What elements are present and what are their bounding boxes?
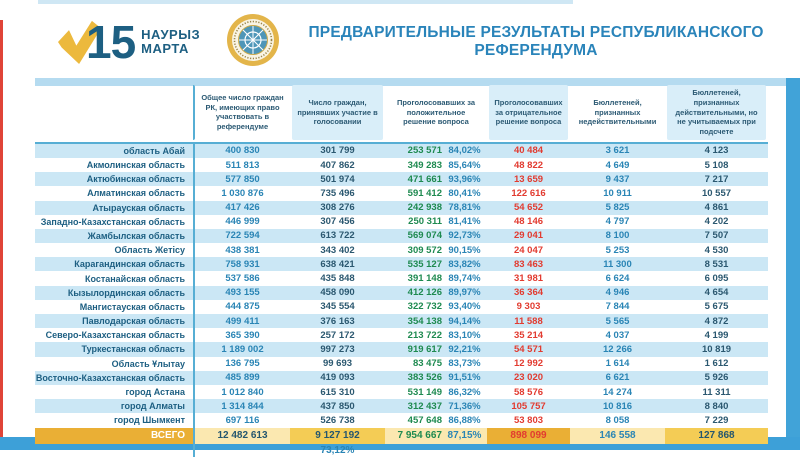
column-header-participated: Число граждан, принявших участие в голосовании <box>292 85 383 140</box>
total-participated: 9 127 192 <box>290 428 385 444</box>
total-yes <box>385 428 487 444</box>
total-no: 898 099 <box>487 428 570 444</box>
eligible-count: 136 795 <box>225 358 260 370</box>
invalid-ballots: 8 058 <box>605 414 630 426</box>
yes-count: 312 437 <box>407 400 442 412</box>
yes-percent: 71,36% <box>448 400 481 412</box>
yes-votes <box>385 330 487 341</box>
invalid-ballots: 10 911 <box>603 187 632 199</box>
invalid-ballots: 12 266 <box>602 343 633 355</box>
no-votes: 24 047 <box>513 244 544 256</box>
no-votes: 9 303 <box>516 301 541 313</box>
no-votes: 122 616 <box>511 187 546 199</box>
region-name: Костанайская область <box>35 271 195 285</box>
yes-percent: 78,81% <box>448 202 481 214</box>
logo-month-kk: НАУРЫЗ <box>141 26 201 42</box>
region-name: Павлодарская область <box>35 314 195 328</box>
eligible-count: 697 116 <box>225 414 260 426</box>
yes-count: 309 572 <box>407 244 442 256</box>
total-yes-percent: 87,15% <box>447 430 482 441</box>
yes-votes <box>385 401 487 412</box>
yes-count: 322 732 <box>407 301 442 313</box>
invalid-ballots: 6 621 <box>605 372 630 384</box>
invalid-ballots: 9 437 <box>605 173 630 185</box>
yes-count: 349 283 <box>407 159 442 171</box>
no-votes: 36 364 <box>513 287 544 299</box>
no-votes: 53 803 <box>513 414 544 426</box>
participated-count: 99 693 <box>322 358 353 370</box>
yes-percent: 80,41% <box>448 187 481 199</box>
valid-not-counted-ballots: 11 311 <box>702 386 731 398</box>
column-header-yes: Проголосовавших за положительное решение вопроса <box>396 97 476 127</box>
no-votes: 54 652 <box>513 202 544 214</box>
yes-votes <box>385 273 487 284</box>
region-name: Мангистауская область <box>35 300 195 314</box>
table-row <box>35 413 768 427</box>
region-name: Актюбинская область <box>35 172 195 186</box>
yes-count: 457 648 <box>407 414 442 426</box>
yes-count: 250 311 <box>408 216 442 228</box>
no-votes: 54 571 <box>513 343 544 355</box>
total-label: ВСЕГО <box>35 428 195 444</box>
left-red-edge <box>0 20 3 437</box>
region-name: область Абай <box>35 144 195 158</box>
no-votes: 31 981 <box>513 273 544 285</box>
logo-month-ru: МАРТА <box>141 41 189 56</box>
yes-votes <box>385 160 487 171</box>
yes-votes <box>385 259 487 270</box>
invalid-ballots: 4 037 <box>605 329 630 341</box>
logo-day: 15 <box>86 16 136 68</box>
yes-votes <box>385 230 487 241</box>
invalid-ballots: 4 649 <box>605 159 630 171</box>
column-header-region <box>35 85 195 140</box>
column-header-no: Проголосовавших за отрицательное решение вопроса <box>489 85 568 140</box>
table-row <box>35 314 768 328</box>
yes-percent: 92,73% <box>448 230 481 242</box>
table-row <box>35 385 768 399</box>
right-blue-strip <box>786 78 800 437</box>
no-votes: 40 484 <box>513 145 544 157</box>
table-row <box>35 158 768 172</box>
eligible-count: 417 426 <box>225 202 260 214</box>
yes-votes <box>385 174 487 185</box>
table-row <box>35 172 768 186</box>
yes-votes <box>385 316 487 327</box>
valid-not-counted-ballots: 7 229 <box>704 414 729 426</box>
valid-not-counted-ballots: 8 840 <box>704 400 729 412</box>
yes-count: 591 412 <box>407 187 442 199</box>
region-name: город Шымкент <box>35 413 195 427</box>
yes-percent: 83,73% <box>448 358 481 370</box>
table-row <box>35 257 768 271</box>
column-header-invalid: Бюллетеней, признанных недействительными <box>578 97 657 127</box>
participated-count: 615 310 <box>320 386 355 398</box>
eligible-count: 1 314 844 <box>221 400 264 412</box>
valid-not-counted-ballots: 8 531 <box>704 258 729 270</box>
participated-count: 345 554 <box>320 301 355 313</box>
yes-votes <box>385 301 487 312</box>
valid-not-counted-ballots: 5 675 <box>704 301 729 313</box>
yes-count: 412 126 <box>407 287 442 299</box>
turnout-percent: 73,12% <box>320 444 355 456</box>
region-name: Алматинская область <box>35 186 195 200</box>
column-header-eligible: Общее число граждан РК, имеющих право участвовать в референдуме <box>201 92 284 132</box>
table-row <box>35 229 768 243</box>
no-votes: 23 020 <box>513 372 544 384</box>
table-row <box>35 186 768 200</box>
eligible-count: 758 931 <box>225 258 260 270</box>
yes-percent: 93,96% <box>448 173 481 185</box>
valid-not-counted-ballots: 4 123 <box>704 145 729 157</box>
region-name: город Алматы <box>35 399 195 413</box>
no-votes: 58 576 <box>513 386 544 398</box>
table-row <box>35 201 768 215</box>
yes-votes <box>385 387 487 398</box>
yes-percent: 89,74% <box>448 273 481 285</box>
participated-count: 526 738 <box>320 414 355 426</box>
total-row <box>35 428 768 444</box>
yes-count: 213 722 <box>407 329 442 341</box>
top-accent-line <box>38 0 573 4</box>
yes-votes <box>385 202 487 213</box>
valid-not-counted-ballots: 5 108 <box>704 159 729 171</box>
invalid-ballots: 4 797 <box>605 216 630 228</box>
eligible-count: 493 155 <box>225 287 260 299</box>
eligible-count: 722 594 <box>225 230 260 242</box>
region-name: Восточно-Казахстанская область <box>35 371 195 385</box>
invalid-ballots: 1 614 <box>605 358 630 370</box>
table-row <box>35 271 768 285</box>
invalid-ballots: 5 565 <box>605 315 630 327</box>
page-header <box>58 8 776 76</box>
valid-not-counted-ballots: 10 819 <box>701 343 732 355</box>
table-row <box>35 357 768 371</box>
yes-percent: 84,02% <box>448 145 481 157</box>
eligible-count: 1 012 840 <box>221 386 264 398</box>
yes-count: 535 127 <box>407 258 442 270</box>
participated-count: 308 276 <box>320 202 355 214</box>
participated-count: 307 456 <box>320 216 355 228</box>
yes-votes <box>385 415 487 426</box>
yes-votes <box>385 145 487 156</box>
region-name: Карагандинская область <box>35 257 195 271</box>
invalid-ballots: 11 300 <box>603 258 632 270</box>
valid-not-counted-ballots: 4 654 <box>704 287 729 299</box>
participated-count: 458 090 <box>320 287 355 299</box>
table-row <box>35 399 768 413</box>
table-row <box>35 286 768 300</box>
table-header-row <box>35 85 768 144</box>
election-commission-emblem-icon <box>226 13 280 72</box>
yes-votes <box>385 344 487 355</box>
invalid-ballots: 6 624 <box>605 273 630 285</box>
eligible-count: 1 030 876 <box>221 187 264 199</box>
total-invalid: 146 558 <box>570 428 665 444</box>
participated-count: 997 273 <box>320 343 355 355</box>
yes-percent: 90,15% <box>448 244 481 256</box>
yes-percent: 81,41% <box>448 216 481 228</box>
invalid-ballots: 3 621 <box>605 145 630 157</box>
valid-not-counted-ballots: 10 557 <box>701 187 732 199</box>
yes-votes <box>385 188 487 199</box>
valid-not-counted-ballots: 5 926 <box>704 372 729 384</box>
participated-count: 376 163 <box>320 315 355 327</box>
valid-not-counted-ballots: 4 202 <box>704 216 729 228</box>
yes-votes <box>385 372 487 383</box>
eligible-count: 446 999 <box>225 216 260 228</box>
yes-count: 253 571 <box>407 145 442 157</box>
table-row <box>35 243 768 257</box>
no-votes: 48 146 <box>513 216 544 228</box>
table-row <box>35 371 768 385</box>
eligible-count: 365 390 <box>225 329 260 341</box>
table-row <box>35 144 768 158</box>
participated-count: 343 402 <box>320 244 355 256</box>
participated-count: 613 722 <box>320 230 355 242</box>
valid-not-counted-ballots: 4 872 <box>704 315 729 327</box>
page-title: ПРЕДВАРИТЕЛЬНЫЕ РЕЗУЛЬТАТЫ РЕСПУБЛИКАНСКОГО РЕФЕРЕНДУМА <box>308 24 764 59</box>
yes-percent: 89,97% <box>448 287 481 299</box>
yes-votes <box>385 287 487 298</box>
region-name: Жамбылская область <box>35 229 195 243</box>
eligible-count: 511 813 <box>225 159 260 171</box>
table-row <box>35 328 768 342</box>
yes-percent: 94,14% <box>448 315 481 327</box>
turnout-spacer <box>35 444 195 457</box>
region-name: Область Жетісу <box>35 243 195 257</box>
yes-percent: 83,82% <box>448 258 481 270</box>
yes-percent: 85,64% <box>448 159 481 171</box>
region-name: Кызылординская область <box>35 286 195 300</box>
valid-not-counted-ballots: 1 612 <box>704 358 729 370</box>
invalid-ballots: 4 946 <box>605 287 630 299</box>
table-row <box>35 342 768 356</box>
table-row <box>35 215 768 229</box>
invalid-ballots: 5 825 <box>605 202 630 214</box>
valid-not-counted-ballots: 4 861 <box>704 202 729 214</box>
region-name: Акмолинская область <box>35 158 195 172</box>
invalid-ballots: 10 816 <box>602 400 633 412</box>
yes-votes <box>385 358 487 369</box>
invalid-ballots: 8 100 <box>605 230 630 242</box>
column-header-valid-not-counted: Бюллетеней, признанных действительными, но не учитываемых при подсчете <box>667 85 766 140</box>
yes-percent: 86,32% <box>448 386 481 398</box>
yes-count: 531 149 <box>407 386 442 398</box>
table-body <box>35 144 768 428</box>
eligible-count: 400 830 <box>225 145 260 157</box>
turnout-row <box>35 444 768 457</box>
yes-count: 242 938 <box>407 202 442 214</box>
yes-count: 919 617 <box>407 343 442 355</box>
yes-votes <box>385 245 487 256</box>
yes-percent: 86,88% <box>448 414 481 426</box>
no-votes: 12 992 <box>513 358 544 370</box>
no-votes: 11 588 <box>514 315 543 327</box>
eligible-count: 1 189 002 <box>221 343 264 355</box>
eligible-count: 537 586 <box>225 273 260 285</box>
eligible-count: 485 899 <box>225 372 260 384</box>
participated-count: 257 172 <box>320 329 355 341</box>
invalid-ballots: 14 274 <box>602 386 633 398</box>
valid-not-counted-ballots: 7 507 <box>704 230 729 242</box>
yes-count: 471 661 <box>407 173 442 185</box>
logo-month <box>141 28 200 57</box>
yes-count: 383 526 <box>407 372 442 384</box>
yes-percent: 83,10% <box>448 329 481 341</box>
participated-count: 638 421 <box>320 258 355 270</box>
invalid-ballots: 5 253 <box>605 244 630 256</box>
no-votes: 13 659 <box>513 173 544 185</box>
yes-count: 391 148 <box>407 273 442 285</box>
valid-not-counted-ballots: 7 217 <box>704 173 729 185</box>
valid-not-counted-ballots: 4 530 <box>704 244 729 256</box>
yes-percent: 92,21% <box>448 343 481 355</box>
results-table <box>35 85 768 457</box>
region-name: Северо-Казахстанская область <box>35 328 195 342</box>
valid-not-counted-ballots: 4 199 <box>704 329 729 341</box>
eligible-count: 438 381 <box>225 244 260 256</box>
yes-count: 354 138 <box>407 315 442 327</box>
region-name: Область Ұлытау <box>35 357 195 371</box>
participated-count: 301 799 <box>320 145 355 157</box>
participated-count: 437 850 <box>320 400 355 412</box>
participated-count: 501 974 <box>320 173 355 185</box>
participated-count: 407 862 <box>320 159 355 171</box>
participated-count: 419 093 <box>320 372 355 384</box>
yes-count: 83 475 <box>412 358 442 370</box>
eligible-count: 499 411 <box>225 315 260 327</box>
yes-percent: 91,51% <box>448 372 481 384</box>
participated-count: 735 496 <box>320 187 355 199</box>
march-15-logo <box>58 16 201 68</box>
yes-percent: 93,40% <box>448 301 481 313</box>
invalid-ballots: 7 844 <box>605 301 630 313</box>
eligible-count: 577 850 <box>225 173 260 185</box>
total-yes-count: 7 954 667 <box>397 430 442 441</box>
table-row <box>35 300 768 314</box>
eligible-count: 444 875 <box>225 301 260 313</box>
yes-count: 569 074 <box>407 230 442 242</box>
region-name: Атырауская область <box>35 201 195 215</box>
no-votes: 29 041 <box>513 230 544 242</box>
no-votes: 83 463 <box>513 258 544 270</box>
participated-count: 435 848 <box>320 273 355 285</box>
region-name: Туркестанская область <box>35 342 195 356</box>
total-valid-not-counted: 127 868 <box>665 428 768 444</box>
no-votes: 48 822 <box>513 159 544 171</box>
region-name: город Астана <box>35 385 195 399</box>
no-votes: 105 757 <box>511 400 546 412</box>
no-votes: 35 214 <box>513 329 544 341</box>
total-eligible: 12 482 613 <box>195 428 290 444</box>
valid-not-counted-ballots: 6 095 <box>704 273 729 285</box>
yes-votes <box>385 216 487 227</box>
region-name: Западно-Казахстанская область <box>35 215 195 229</box>
